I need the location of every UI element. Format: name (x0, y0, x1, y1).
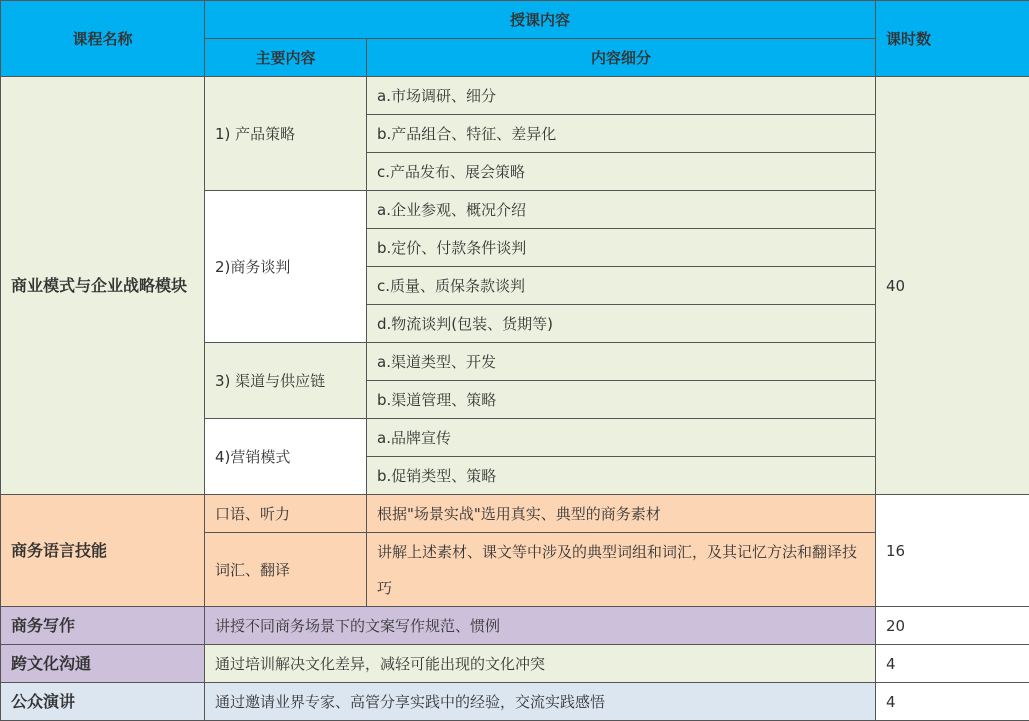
module1-group2-item: d.物流谈判(包装、货期等) (367, 305, 876, 343)
module1-group3-item: b.渠道管理、策略 (367, 381, 876, 419)
module1-group2-item: b.定价、付款条件谈判 (367, 229, 876, 267)
module2-hours: 16 (876, 495, 1029, 607)
header-content-detail: 内容细分 (367, 39, 876, 77)
header-hours: 课时数 (876, 1, 1029, 77)
module1-group1-item: b.产品组合、特征、差异化 (367, 115, 876, 153)
module3-hours: 20 (876, 607, 1029, 645)
header-course-name: 课程名称 (1, 1, 205, 77)
header-teaching-content: 授课内容 (205, 1, 876, 39)
module1-group3-item: a.渠道类型、开发 (367, 343, 876, 381)
module3-content: 讲授不同商务场景下的文案写作规范、惯例 (205, 607, 876, 645)
module2-name: 商务语言技能 (1, 495, 205, 607)
module1-name: 商业模式与企业战略模块 (1, 77, 205, 495)
header-main-content: 主要内容 (205, 39, 367, 77)
module4-hours: 4 (876, 645, 1029, 683)
module1-group2-item: a.企业参观、概况介绍 (367, 191, 876, 229)
module1-group1-title: 1) 产品策略 (205, 77, 367, 191)
module1-group4-item: a.品牌宣传 (367, 419, 876, 457)
module1-group2-title: 2)商务谈判 (205, 191, 367, 343)
module1-hours: 40 (876, 77, 1029, 495)
module2-row2-detail: 讲解上述素材、课文等中涉及的典型词组和词汇，及其记忆方法和翻译技巧 (367, 533, 876, 607)
module1-group1-item: c.产品发布、展会策略 (367, 153, 876, 191)
module1-group2-item: c.质量、质保条款谈判 (367, 267, 876, 305)
module4-name: 跨文化沟通 (1, 645, 205, 683)
module2-row1-title: 口语、听力 (205, 495, 367, 533)
module1-group4-item: b.促销类型、策略 (367, 457, 876, 495)
module5-hours: 4 (876, 683, 1029, 721)
module5-content: 通过邀请业界专家、高管分享实践中的经验，交流实践感悟 (205, 683, 876, 721)
module4-content: 通过培训解决文化差异，减轻可能出现的文化冲突 (205, 645, 876, 683)
module2-row2-title: 词汇、翻译 (205, 533, 367, 607)
module1-group1-item: a.市场调研、细分 (367, 77, 876, 115)
module1-group3-title: 3) 渠道与供应链 (205, 343, 367, 419)
module1-group4-title: 4)营销模式 (205, 419, 367, 495)
module2-row1-detail: 根据"场景实战"选用真实、典型的商务素材 (367, 495, 876, 533)
module3-name: 商务写作 (1, 607, 205, 645)
module5-name: 公众演讲 (1, 683, 205, 721)
